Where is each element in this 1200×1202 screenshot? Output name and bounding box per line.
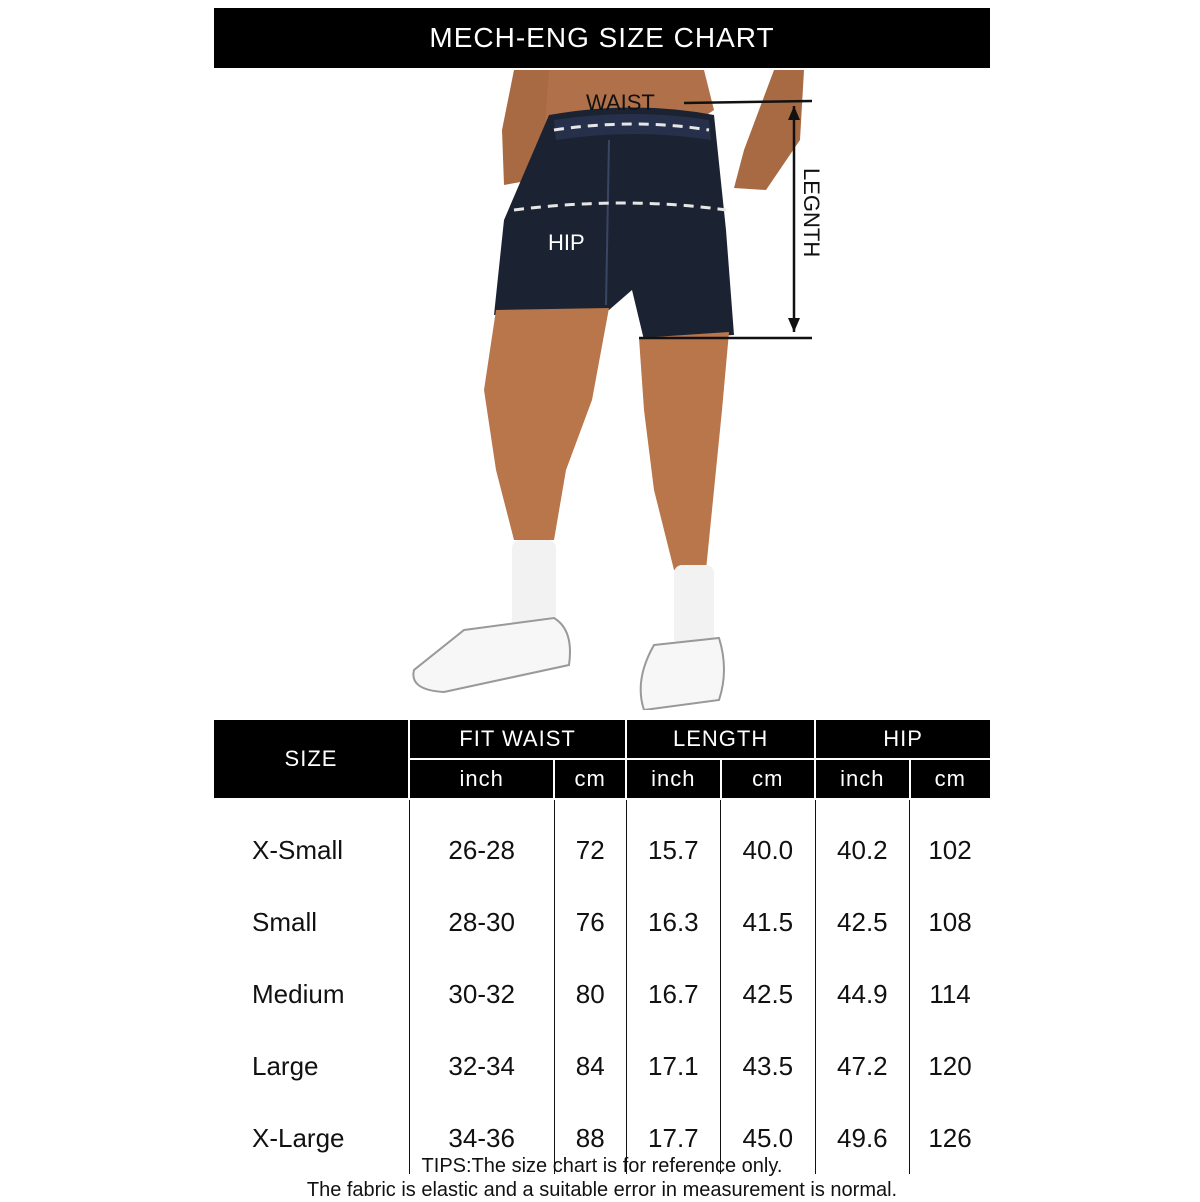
table-cell: 43.5 [721, 1030, 816, 1102]
left-shoe [413, 618, 570, 692]
unit-header: inch [626, 759, 721, 799]
length-label: LEGNTH [799, 168, 824, 258]
table-cell: 40.0 [721, 799, 816, 886]
unit-header: inch [409, 759, 554, 799]
right-leg [639, 332, 729, 570]
table-cell: 108 [910, 886, 990, 958]
unit-header: inch [815, 759, 910, 799]
table-cell: 45.0 [721, 1102, 816, 1174]
table-cell: 42.5 [815, 886, 910, 958]
right-sock [674, 565, 714, 645]
table-cell: 28-30 [409, 886, 554, 958]
table-cell: 42.5 [721, 958, 816, 1030]
table-cell: 17.7 [626, 1102, 721, 1174]
table-row [214, 958, 990, 1030]
tips-line-1: TIPS:The size chart is for reference only. [421, 1155, 783, 1177]
table-cell: 102 [910, 799, 990, 886]
table-cell: 80 [554, 958, 626, 1030]
table-cell: 26-28 [409, 799, 554, 886]
size-header: SIZE [214, 720, 409, 799]
table-cell: 40.2 [815, 799, 910, 886]
table-cell: 32-34 [409, 1030, 554, 1102]
table-cell: 120 [910, 1030, 990, 1102]
unit-header: cm [721, 759, 816, 799]
table-cell: 16.3 [626, 886, 721, 958]
table-cell: 76 [554, 886, 626, 958]
table-cell: 41.5 [721, 886, 816, 958]
table-row [214, 1030, 990, 1102]
table-cell: 47.2 [815, 1030, 910, 1102]
model-photo [214, 70, 990, 710]
table-cell: 16.7 [626, 958, 721, 1030]
table-cell: 72 [554, 799, 626, 886]
table-cell: 15.7 [626, 799, 721, 886]
size-cell: X-Small [252, 834, 344, 865]
hip-label: HIP [548, 230, 585, 255]
size-cell: X-Large [252, 1122, 345, 1153]
table-cell: 17.1 [626, 1030, 721, 1102]
table-cell: 44.9 [815, 958, 910, 1030]
size-chart-title: MECH-ENG SIZE CHART [214, 8, 990, 68]
table-cell: 84 [554, 1030, 626, 1102]
group-length: LENGTH [626, 720, 815, 759]
group-hip: HIP [815, 720, 990, 759]
table-cell: 114 [910, 958, 990, 1030]
table-cell: 126 [910, 1102, 990, 1174]
unit-header: cm [910, 759, 990, 799]
size-cell: Medium [252, 978, 345, 1009]
table-row [214, 799, 990, 886]
waist-label: WAIST [586, 90, 655, 115]
size-table [214, 720, 990, 1174]
size-cell: Large [252, 1050, 319, 1081]
size-cell: Small [252, 906, 318, 937]
unit-header: cm [554, 759, 626, 799]
table-cell: 34-36 [409, 1102, 554, 1174]
table-cell: 49.6 [815, 1102, 910, 1174]
table-cell: 30-32 [409, 958, 554, 1030]
left-leg [484, 308, 609, 540]
table-cell: 88 [554, 1102, 626, 1174]
group-fit-waist: FIT WAIST [409, 720, 626, 759]
right-shoe [641, 638, 724, 710]
table-row [214, 886, 990, 958]
tips-line-2: The fabric is elastic and a suitable error in measurement is normal. [306, 1179, 898, 1201]
